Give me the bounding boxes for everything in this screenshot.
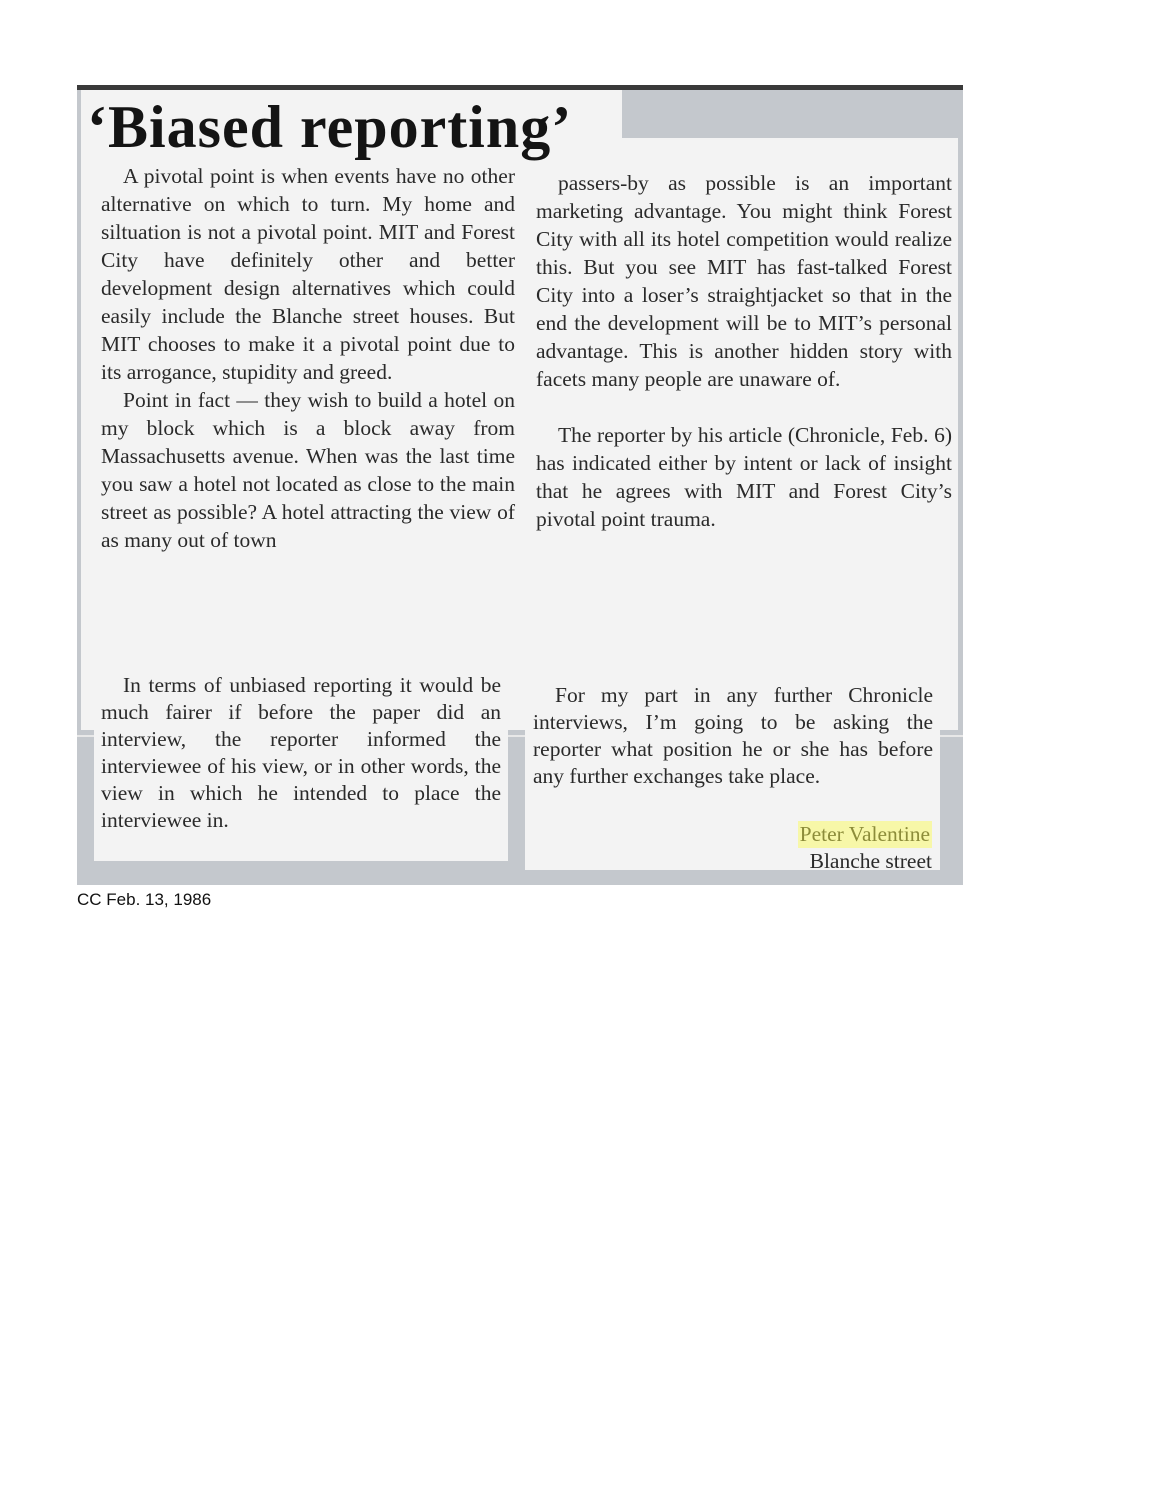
article-bottom-left-box [94,668,508,861]
letter-signature [798,821,932,875]
article-headline: ‘Biased reporting’ [87,94,573,160]
bottom-right-paragraph: For my part in any further Chronicle interviews, I’m going to be asking the reporter what position he or she has before any further exchanges take place. [533,683,933,788]
bottom-left-paragraph: In terms of unbiased reporting it would be much fairer if before the paper did an interview, the reporter informed the interviewee of his view, or in other words, the view in which he intended to place the interviewee in. [101,673,501,832]
signature-place: Blanche street [809,849,932,873]
article-top-panel [81,90,958,730]
article-bottom-right-box [525,676,940,873]
newspaper-clipping [77,85,963,885]
left-paragraph-2: Point in fact — they wish to build a hotel on my block which is a block away from Massachusetts avenue. When was the last time you saw a hotel not located as close to the main street as possible? A hotel attracting the view of as many out of town [101,388,515,552]
clipping-caption: CC Feb. 13, 1986 [77,890,212,909]
article-left-column [101,162,515,554]
article-right-column [536,169,952,533]
headline-background-strip [622,90,958,138]
right-paragraph-2: The reporter by his article (Chronicle, Feb. 6) has indicated either by intent or lack of insight that he agrees with MIT and Forest City’s pivotal point trauma. [536,423,952,531]
signature-name: Peter Valentine [799,822,930,846]
left-paragraph-1: A pivotal point is when events have no other alternative on which to turn. My home and siltuation is not a pivotal point. MIT and Forest City have definitely other and better development design alternatives which could easily include the Blanche street houses. But MIT chooses to make it a pivotal point due to its arrogance, stupidity and greed. [101,164,515,384]
right-paragraph-1: passers-by as possible is an important marketing advantage. You might think Forest City with all its hotel competition would realize this. But you see MIT has fast-talked Forest City into a loser’s straightjacket so that in the end the development will be to MIT’s personal advantage. This is another hidden story with facets many people are unaware of. [536,171,952,391]
